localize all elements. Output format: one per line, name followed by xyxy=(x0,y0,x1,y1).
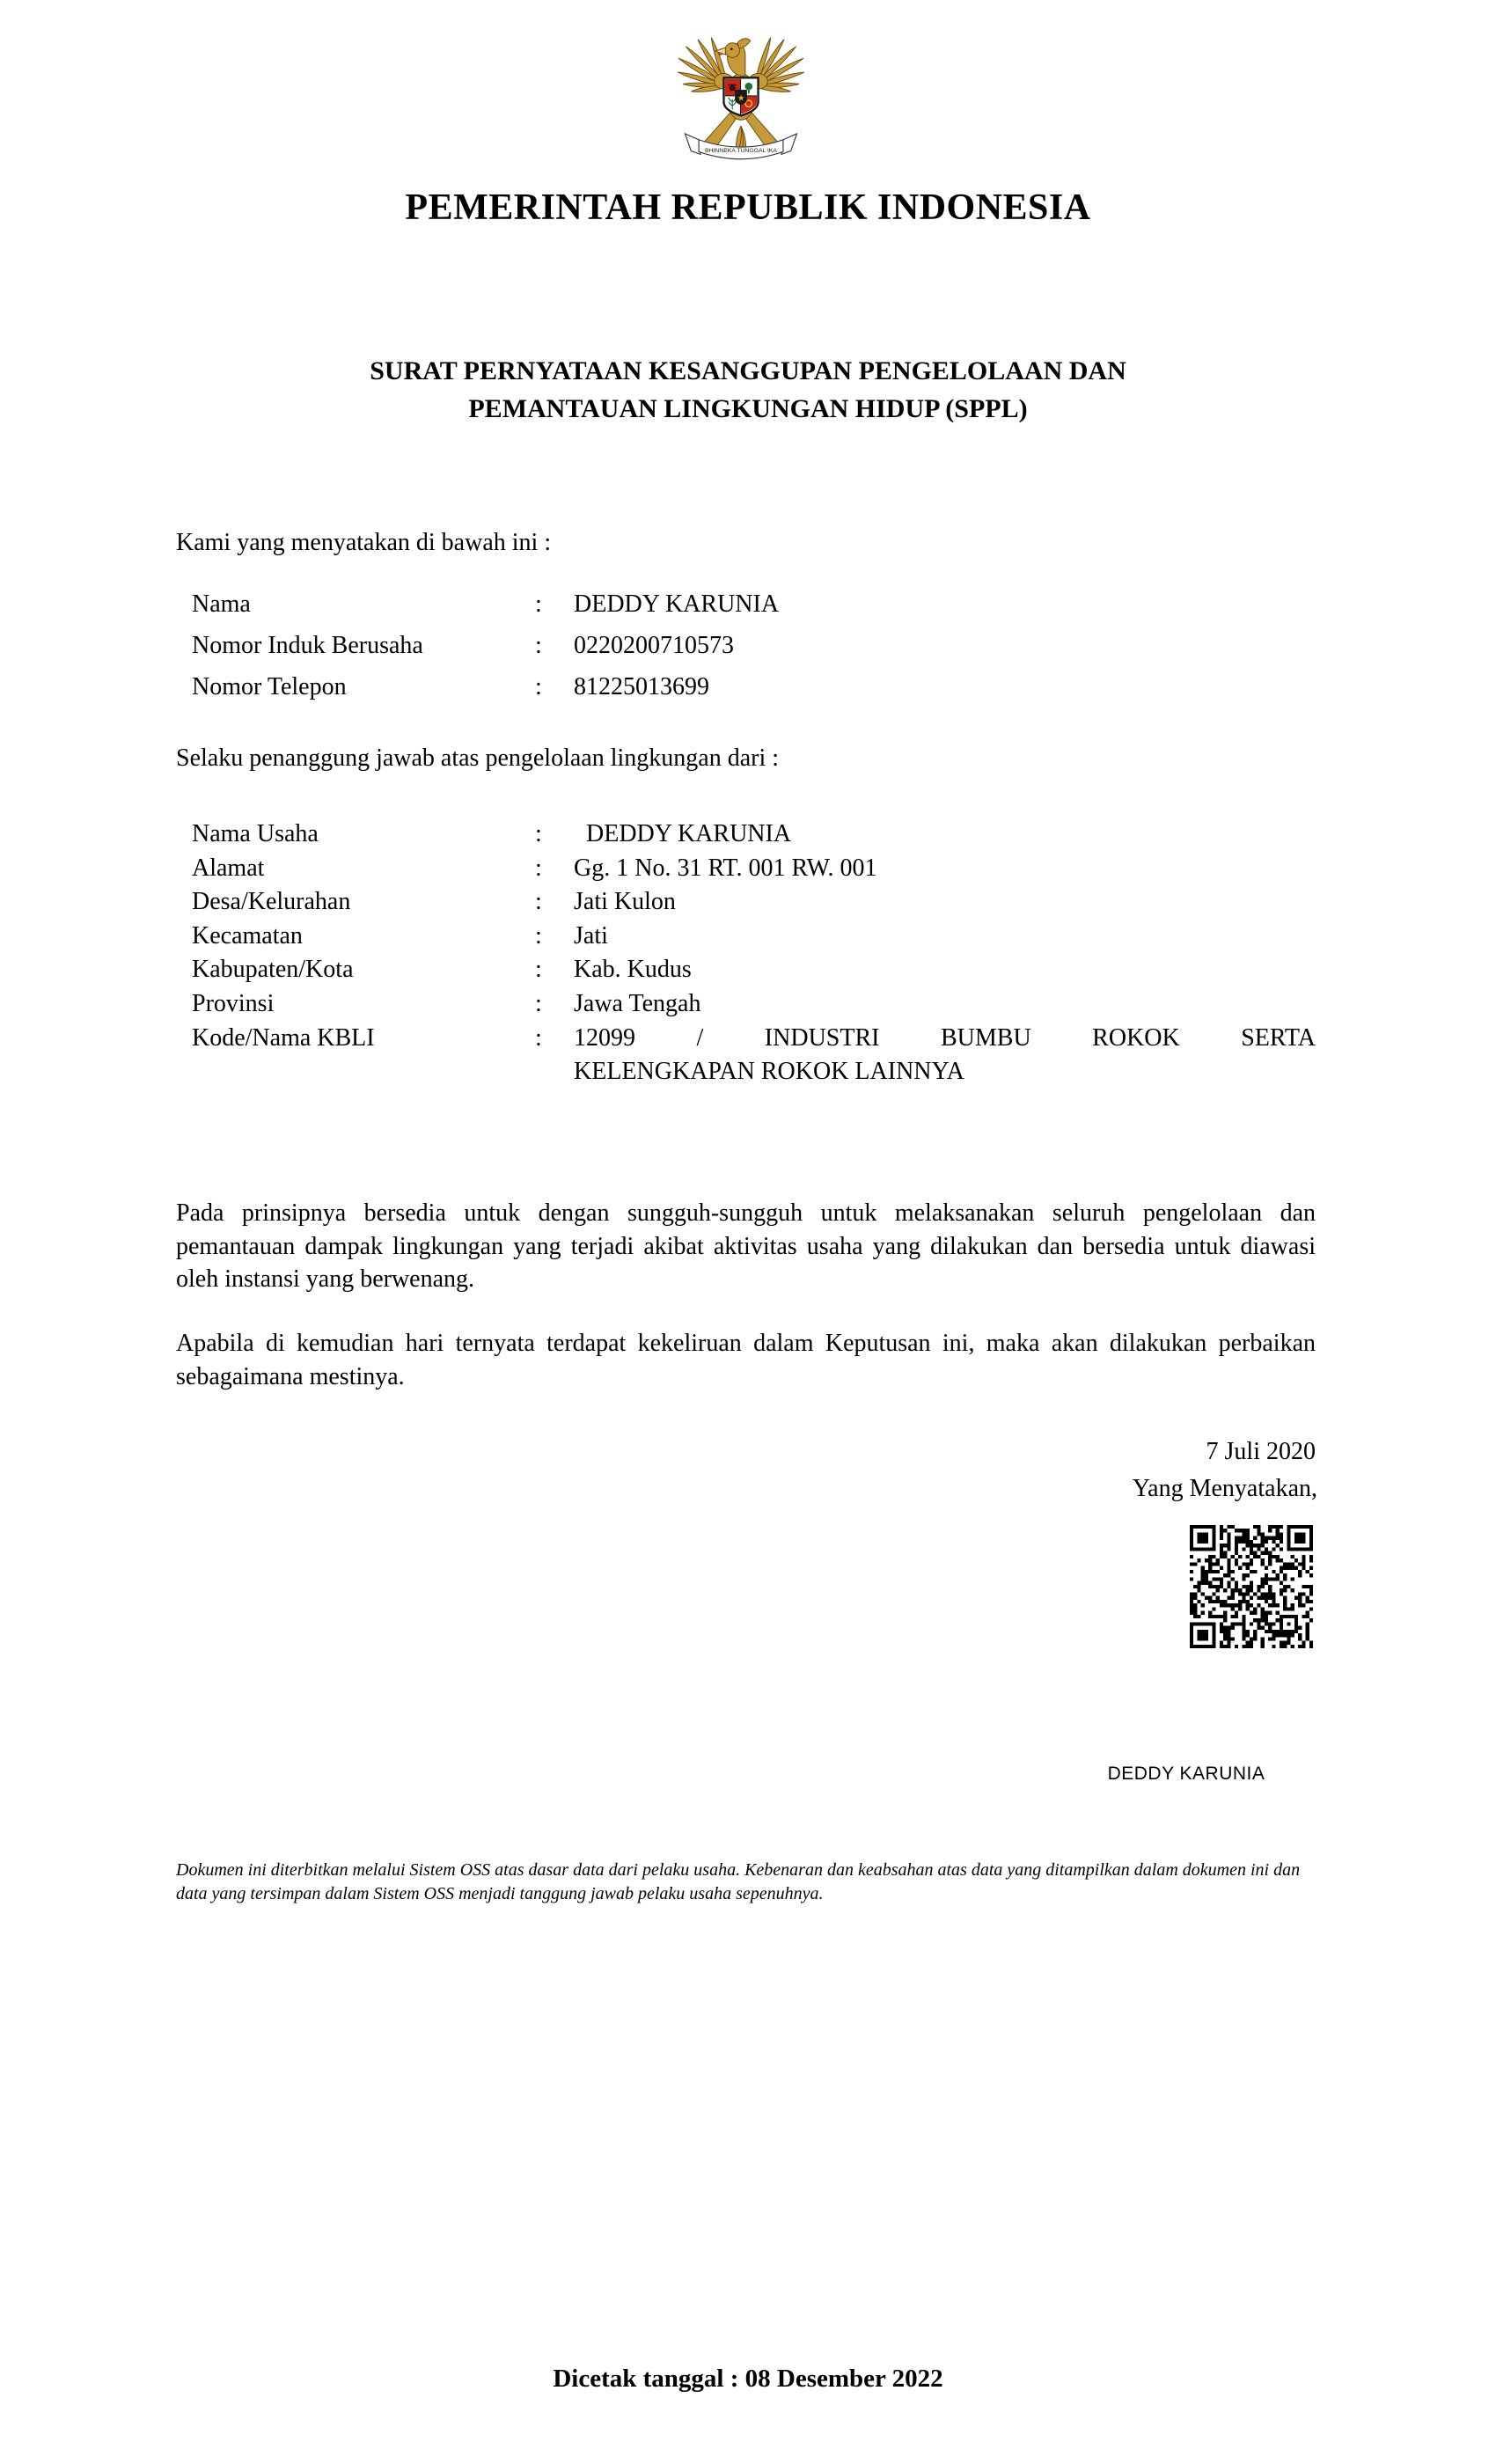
statement-paragraph: Pada prinsipnya bersedia untuk dengan sungguh-sungguh untuk melaksanakan seluruh pengelolaan dan pemantauan dampak lingkungan yang terjadi akibat aktivitas usaha yang dilakukan dan bersedia untuk diawasi oleh instansi yang berwenang. xyxy=(176,1199,1316,1293)
table-row xyxy=(192,987,1316,1022)
row-label: Alamat xyxy=(192,854,265,882)
kbli-line1: 12099 / INDUSTRI BUMBU ROKOK SERTA xyxy=(574,1023,1316,1052)
row-colon: : xyxy=(535,632,542,659)
row-label: Nama xyxy=(192,590,251,618)
row-label: Provinsi xyxy=(192,989,275,1017)
business-intro: Selaku penanggung jawab atas pengelolaan lingkungan dari : xyxy=(176,744,780,772)
qr-code xyxy=(1190,1525,1313,1648)
garuda-pancasila-emblem xyxy=(671,14,811,169)
document-title xyxy=(0,352,1496,428)
document-title-line1: SURAT PERNYATAAN KESANGGUPAN PENGELOLAAN DAN xyxy=(370,356,1126,385)
row-value: Kab. Kudus xyxy=(574,956,692,984)
kbli-line2: KELENGKAPAN ROKOK LAINNYA xyxy=(574,1058,964,1086)
declarant-table xyxy=(192,583,1316,708)
table-row xyxy=(192,885,1316,920)
printed-date: Dicetak tanggal : 08 Desember 2022 xyxy=(553,2365,943,2393)
row-label: Nomor Induk Berusaha xyxy=(192,632,423,659)
table-row xyxy=(192,818,1316,852)
table-row xyxy=(192,583,1316,625)
signature-name: DEDDY KARUNIA xyxy=(1107,1764,1265,1784)
row-label: Desa/Kelurahan xyxy=(192,888,351,916)
row-colon: : xyxy=(535,673,542,700)
table-row-kbli xyxy=(192,1022,1316,1089)
row-label: Nomor Telepon xyxy=(192,673,347,700)
disclaimer-text: Dokumen ini diterbitkan melalui Sistem OSS atas dasar data dari pelaku usaha. Kebenaran dan keabsahan atas data yang ditampilkan dalam dokumen ini dan data yang tersimpan dalam Sistem OSS menjadi tanggung jawab pelaku usaha sepenuhnya. xyxy=(176,1860,1301,1903)
row-value: 0220200710573 xyxy=(574,632,734,659)
table-row xyxy=(192,666,1316,708)
row-label: Kabupaten/Kota xyxy=(192,956,354,984)
document-title-line2: PEMANTAUAN LINGKUNGAN HIDUP (SPPL) xyxy=(468,394,1028,423)
row-label: Nama Usaha xyxy=(192,820,319,847)
table-row xyxy=(192,920,1316,954)
row-colon: : xyxy=(535,888,542,916)
business-table xyxy=(192,818,1316,1089)
closing-paragraph: Apabila di kemudian hari ternyata terdapat kekeliruan dalam Keputusan ini, maka akan dilakukan perbaikan sebagaimana mestinya. xyxy=(176,1330,1316,1390)
row-colon: : xyxy=(535,854,542,882)
pancasila-star-icon: ★ xyxy=(737,94,745,104)
row-colon: : xyxy=(535,921,542,950)
table-row xyxy=(192,953,1316,987)
declarant-intro: Kami yang menyatakan di bawah ini : xyxy=(176,529,552,556)
row-colon: : xyxy=(535,820,542,847)
row-value: 81225013699 xyxy=(574,673,709,700)
row-colon: : xyxy=(535,1023,542,1052)
table-row xyxy=(192,625,1316,666)
row-value: DEDDY KARUNIA xyxy=(574,590,780,618)
row-colon: : xyxy=(535,956,542,984)
row-value: Gg. 1 No. 31 RT. 001 RW. 001 xyxy=(574,854,877,882)
pancasila-shield xyxy=(723,77,758,115)
row-label: Kode/Nama KBLI xyxy=(192,1023,375,1052)
government-title: PEMERINTAH REPUBLIK INDONESIA xyxy=(405,187,1091,228)
row-label: Kecamatan xyxy=(192,921,303,950)
signature-salutation: Yang Menyatakan, xyxy=(1132,1475,1317,1502)
emblem-ribbon-text: BHINNEKA TUNGGAL IKA xyxy=(705,147,777,154)
row-value xyxy=(574,1022,1316,1089)
signature-date: 7 Juli 2020 xyxy=(1206,1438,1316,1465)
row-value: Jawa Tengah xyxy=(574,989,701,1017)
row-colon: : xyxy=(535,989,542,1017)
row-colon: : xyxy=(535,590,542,618)
row-value: Jati Kulon xyxy=(574,888,676,916)
row-value: DEDDY KARUNIA xyxy=(586,820,792,847)
row-value: Jati xyxy=(574,921,608,950)
table-row xyxy=(192,852,1316,886)
